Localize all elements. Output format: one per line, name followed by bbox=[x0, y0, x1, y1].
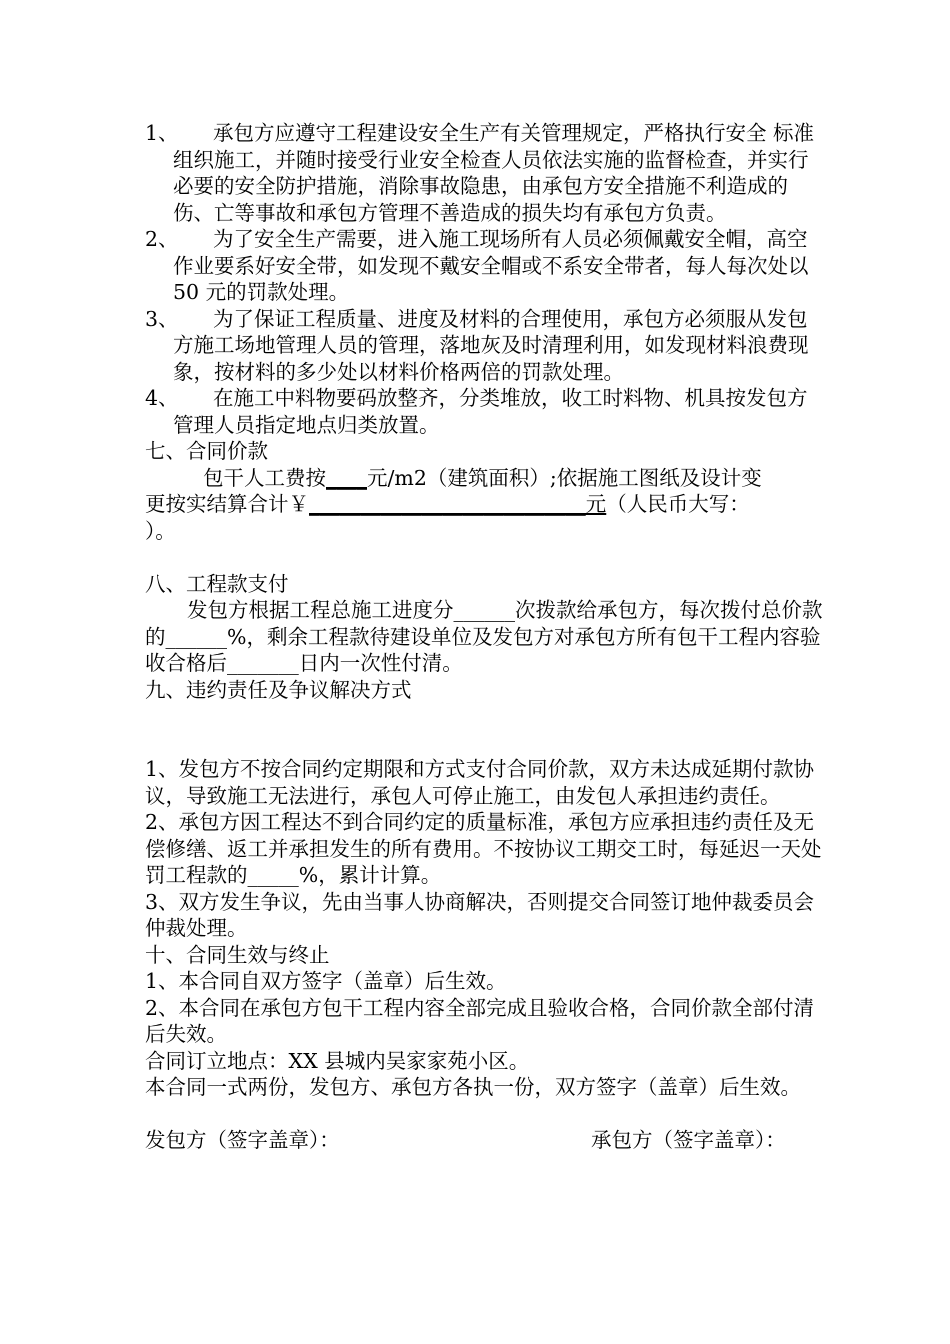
section-7-line-1 bbox=[145, 465, 825, 492]
spacer bbox=[145, 544, 825, 571]
clause-2 bbox=[145, 226, 825, 306]
signature-row bbox=[145, 1127, 825, 1154]
clause-text: 为了保证工程质量、进度及材料的合理使用，承包方必须服从发包方施工场地管理人员的管理，落地灰及时清理利用，如发现材料浪费现象，按材料的多少处以材料价格两倍的罚款处理。 bbox=[173, 306, 809, 384]
price-per-m2-blank: ____ bbox=[326, 465, 367, 490]
clause-text: 在施工中料物要码放整齐，分类堆放，收工时料物、机具按发包方管理人员指定地点归类放置。 bbox=[173, 386, 808, 437]
section-10-para-2: 2、本合同在承包方包干工程内容全部完成且验收合格，合同价款全部付清后失效。 bbox=[145, 995, 815, 1046]
clause-text: 承包方应遵守工程建设安全生产有关管理规定，严格执行安全 标准组织施工，并随时接受行业安全检查人员依法实施的监督检查，并实行必要的安全防护措施，消除事故隐患，由承包方安全措施不利造成的伤、亡等事故和承包方管理不善造成的损失均有承包方负责。 bbox=[173, 121, 815, 225]
section-7-heading: 七、合同价款 bbox=[145, 439, 268, 463]
contract-location: 合同订立地点：XX 县城内吴家家苑小区。 bbox=[145, 1048, 530, 1073]
clause-number: 1、 bbox=[145, 121, 179, 145]
clause-4 bbox=[145, 385, 825, 438]
section-10-heading: 十、合同生效与终止 bbox=[145, 942, 330, 967]
section-9-para-2: 2、承包方因工程达不到合同约定的质量标准，承包方应承担违约责任及无偿修缮、返工并承担发生的所有费用。不按协议工期交工时，每延迟一天处罚工程款的_____%，累计计算。 bbox=[145, 810, 822, 887]
clause-number: 3、 bbox=[145, 306, 179, 331]
contractor-signature-label: 承包方（签字盖章）： bbox=[591, 1128, 786, 1152]
section-8-heading: 八、工程款支付 bbox=[145, 571, 289, 596]
section-7-text: 更按实结算合计￥ bbox=[145, 492, 309, 516]
section-7-text: （人民币大写： bbox=[606, 492, 750, 516]
employer-signature-label: 发包方（签字盖章）： bbox=[145, 1128, 340, 1152]
spacer bbox=[145, 730, 825, 757]
section-8-text: 发包方根据工程总施工进度分______次拨款给承包方，每次拨付总价款的______%，剩余工程款待建设单位及发包方对承包方所有包干工程内容验收合格后_______日内一次性付清。 bbox=[145, 598, 823, 675]
clause-number: 2、 bbox=[145, 227, 179, 251]
section-7-text: 元/m2（建筑面积）;依据施工图纸及设计变 bbox=[367, 465, 762, 490]
section-9-heading: 九、违约责任及争议解决方式 bbox=[145, 677, 412, 702]
section-7-line-2 bbox=[145, 491, 825, 518]
section-9-para-3: 3、双方发生争议，先由当事人协商解决，否则提交合同签订地仲裁委员会仲裁处理。 bbox=[145, 889, 815, 940]
section-10-para-1: 1、本合同自双方签字（盖章）后生效。 bbox=[145, 969, 507, 993]
document-page bbox=[145, 120, 825, 1154]
section-9-para-1: 1、发包方不按合同约定期限和方式支付合同价款，双方未达成延期付款协议，导致施工无法进行，承包人可停止施工，由发包人承担违约责任。 bbox=[145, 757, 815, 808]
clause-text: 为了安全生产需要，进入施工现场所有人员必须佩戴安全帽，高空作业要系好安全带，如发现不戴安全帽或不系安全带者，每人每次处以 50 元的罚款处理。 bbox=[173, 227, 809, 304]
clause-1 bbox=[145, 120, 825, 226]
section-7-text: 包干人工费按 bbox=[203, 465, 326, 490]
copies-note: 本合同一式两份，发包方、承包方各执一份，双方签字（盖章）后生效。 bbox=[145, 1075, 801, 1099]
spacer bbox=[145, 703, 825, 730]
clause-3 bbox=[145, 306, 825, 386]
section-7-line-3: ）。 bbox=[145, 518, 176, 543]
clause-number: 4、 bbox=[145, 386, 179, 410]
total-amount-blank: ___________________________元 bbox=[309, 492, 607, 516]
